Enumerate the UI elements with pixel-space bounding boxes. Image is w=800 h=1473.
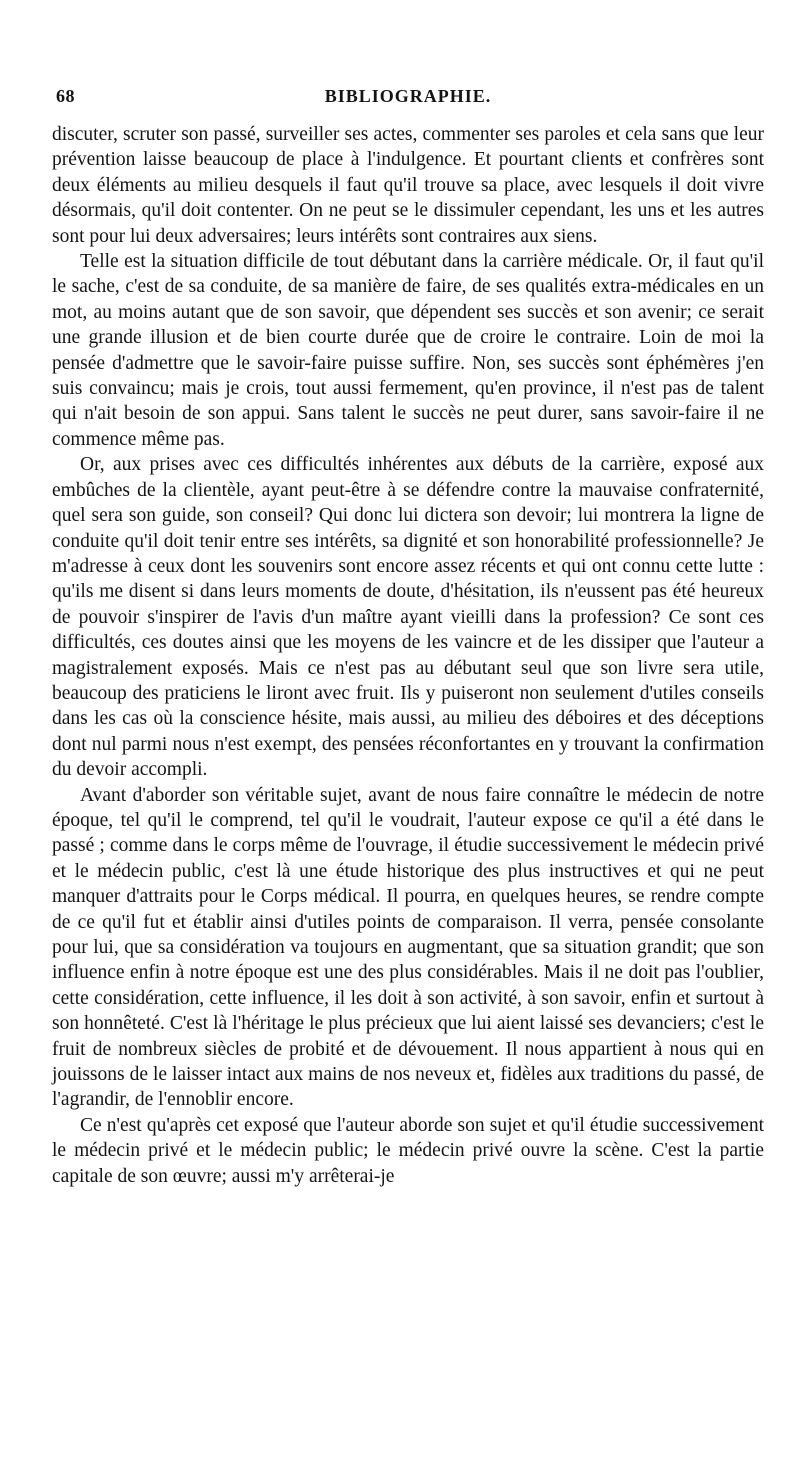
book-page	[52, 86, 764, 1189]
paragraph: Telle est la situation difficile de tout débutant dans la carrière médicale. Or, il faut qu'il le sache, c'est de sa conduite, de sa manière de faire, de ses qualités extra-médicales en un mot, au moins autant que de son savoir, que dépendent ses succès et son avenir; ce serait une grande illusion et de bien courte durée que de croire le contraire. Loin de moi la pensée d'admettre que le savoir-faire puisse suffire. Non, ses succès sont éphémères j'en suis convaincu; mais je crois, tout aussi fermement, qu'en province, il n'est pas de talent qui n'ait besoin de son appui. Sans talent le succès ne peut durer, sans savoir-faire il ne commence même pas.	[52, 251, 764, 450]
paragraph: Or, aux prises avec ces difficultés inhérentes aux débuts de la carrière, exposé aux embûches de la clientèle, ayant peut-être à se défendre contre la mauvaise confraternité, quel sera son guide, son conseil? Qui donc lui dictera son devoir; lui montrera la ligne de conduite qu'il doit tenir entre ses intérêts, sa dignité et son honorabilité professionnelle? Je m'adresse à ceux dont les souvenirs sont encore assez récents et qui ont connu cette lutte : qu'ils me disent si dans leurs moments de doute, d'hésitation, ils n'eussent pas été heureux de pouvoir s'inspirer de l'avis d'un maître ayant vieilli dans la profession? Ce sont ces difficultés, ces doutes ainsi que les moyens de les vaincre et de les dissiper que l'auteur a magistralement exposés. Mais ce n'est pas au débutant seul que son livre sera utile, beaucoup des praticiens le liront avec fruit. Ils y puiseront non seulement d'utiles conseils dans les cas où la conscience hésite, mais aussi, au milieu des déboires et des déceptions dont nul parmi nous n'est exempt, des pensées réconfortantes en y trouvant la confirmation du devoir accompli.	[52, 454, 764, 781]
paragraph: Ce n'est qu'après cet exposé que l'auteur aborde son sujet et qu'il étudie successivement le médecin privé et le médecin public; le médecin privé ouvre la scène. C'est la partie capitale de son œuvre; aussi m'y arrêterai-je	[52, 1114, 764, 1187]
running-title: BIBLIOGRAPHIE.	[324, 86, 492, 106]
paragraph-continued: discuter, scruter son passé, surveiller ses actes, commenter ses paroles et cela sans que leur prévention laisse beaucoup de place à l'indulgence. Et pourtant clients et confrères sont deux éléments au milieu desquels il faut qu'il trouve sa place, avec lesquels il doit vivre désormais, qu'il doit contenter. On ne peut se le dissimuler cependant, les uns et les autres sont pour lui deux adversaires; leurs intérêts sont contraires aux siens.	[52, 124, 764, 247]
body-text	[52, 122, 764, 1189]
page-number: 68	[56, 86, 75, 106]
page-header	[52, 86, 764, 112]
paragraph: Avant d'aborder son véritable sujet, avant de nous faire connaître le médecin de notre époque, tel qu'il le comprend, tel qu'il le voudrait, l'auteur expose ce qu'il a été dans le passé ; comme dans le corps même de l'ouvrage, il étudie successivement le médecin privé et le médecin public, c'est là une étude historique des plus instructives et qui ne peut manquer d'attraits pour le Corps médical. Il pourra, en quelques heures, se rendre compte de ce qu'il fut et établir ainsi d'utiles points de comparaison. Il verra, pensée consolante pour lui, que sa considération va toujours en augmentant, que sa situation grandit; que son influence enfin à notre époque est une des plus considérables. Mais il ne doit pas l'oublier, cette considération, cette influence, il les doit à son activité, à son savoir, enfin et surtout à son honnêteté. C'est là l'héritage le plus précieux que lui aient laissé ses devanciers; c'est le fruit de nombreux siècles de probité et de dévouement. Il nous appartient à nous qui en jouissons de le laisser intact aux mains de nos neveux et, fidèles aux traditions du passé, de l'agrandir, de l'ennoblir encore.	[52, 784, 764, 1111]
